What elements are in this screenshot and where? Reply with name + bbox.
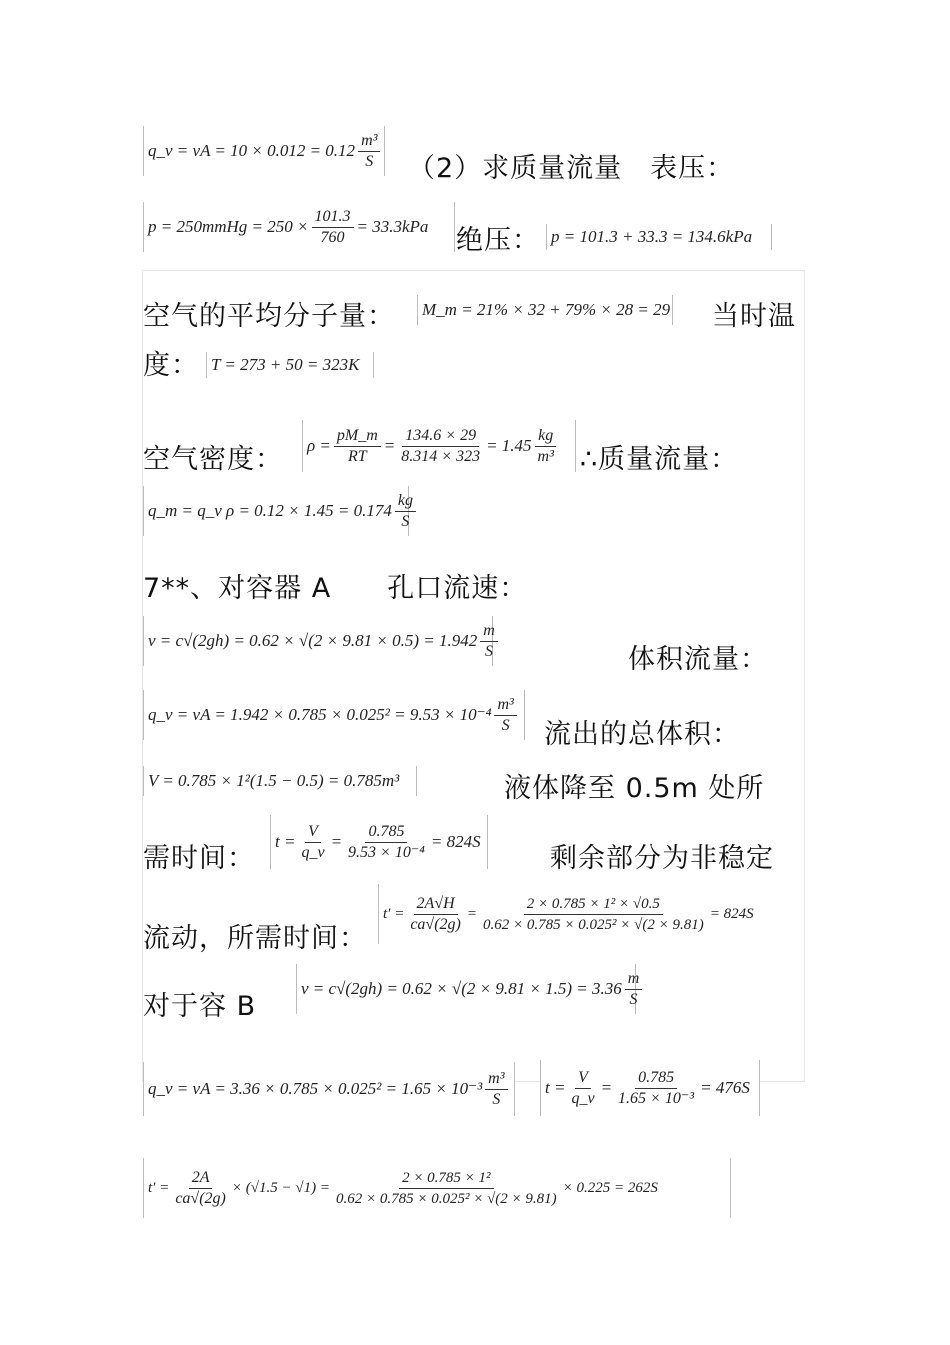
formula-text: q_v = vA = 3.36 × 0.785 × 0.025² = 1.65 × 10⁻³	[148, 1079, 483, 1098]
fraction: $\frac{101.3}{760}$	[312, 207, 354, 248]
fraction: $\frac{\text{m³}}{S}$	[485, 1069, 507, 1110]
formula-text: q_v = vA = 1.942 × 0.785 × 0.025² = 9.53 × 10⁻⁴	[148, 705, 492, 724]
formula-text: t =	[275, 832, 296, 851]
text-mass-flow-heading: （2）求质量流量 表压：	[408, 153, 735, 184]
formula-text: q_m = q_v ρ = 0.12 × 1.45 = 0.174	[148, 501, 392, 520]
formula-temperature	[206, 352, 374, 378]
formula-text: p = 101.3 + 33.3 = 134.6kPa	[551, 227, 753, 246]
fraction: $\frac{V}{q\_v}$	[571, 1068, 595, 1107]
fraction: $\frac{0.785}{\text{9.53 × 10⁻⁴}}$	[348, 822, 425, 861]
text-molecular-weight-label: 空气的平均分子量：	[143, 301, 395, 332]
text-absolute-pressure-label: 绝压：	[456, 225, 540, 256]
fraction: $\frac{\text{2 × 0.785 × 1²}}{\text{0.62 × 0.785 × 0.025² × √(2 × 9.81)}}$	[335, 1169, 557, 1207]
formula-text: =	[466, 905, 477, 922]
formula-text: t =	[545, 1078, 566, 1097]
formula-text: × 0.225 = 262S	[562, 1179, 658, 1196]
text-unsteady-flow-label-1: 剩余部分为非稳定	[550, 843, 774, 874]
formula-text: = 476S	[700, 1078, 750, 1097]
text-time-required-label: 需时间：	[143, 843, 255, 874]
fraction: $\frac{\text{m³}}{S}$	[358, 131, 380, 172]
formula-text: ρ =	[307, 436, 331, 455]
fraction: $\frac{m}{S}$	[480, 621, 498, 662]
fraction: $\frac{2A√H}{ca√(2g)}$	[410, 894, 461, 933]
text-problem-7-heading: 7**、对容器 A 孔口流速：	[143, 573, 528, 604]
formula-molecular-weight	[417, 295, 673, 325]
fraction: $\frac{kg}{S}$	[395, 491, 416, 532]
formula-orifice-velocity-a	[143, 616, 493, 666]
formula-text: = 824S	[430, 832, 481, 851]
text-density-label: 空气密度：	[143, 444, 283, 475]
fraction: $\frac{kg}{\text{m³}}$	[535, 426, 557, 467]
formula-volume-flow-b	[143, 1062, 515, 1116]
formula-time-b	[540, 1060, 760, 1116]
formula-text: q_v = vA = 10 × 0.012 = 0.12	[148, 141, 356, 160]
formula-absolute-pressure	[546, 224, 772, 250]
text-temperature-label-2: 度：	[143, 350, 199, 381]
text-drop-to-level-label: 液体降至 0.5m 处所	[504, 773, 765, 804]
fraction: $\frac{2A}{ca√(2g)}$	[175, 1168, 226, 1207]
formula-text: T = 273 + 50 = 323K	[211, 355, 360, 374]
text-total-volume-label: 流出的总体积：	[544, 719, 740, 750]
fraction: $\frac{\text{m³}}{S}$	[494, 695, 516, 736]
formula-text: M_m = 21% × 32 + 79% × 28 = 29	[422, 300, 671, 319]
formula-orifice-velocity-b	[296, 964, 640, 1014]
formula-unsteady-time-a	[378, 884, 802, 944]
fraction: $\frac{134.6 \times 29}{8.314 \times 323}$	[401, 426, 481, 465]
text-container-b-label: 对于容 B	[143, 991, 257, 1022]
formula-text: × (√1.5 − √1) =	[231, 1179, 330, 1196]
text-unsteady-flow-label-2: 流动，所需时间：	[143, 923, 367, 954]
formula-text: =	[600, 1078, 613, 1097]
formula-text: v = c√(2gh) = 0.62 × √(2 × 9.81 × 1.5) = 3.36	[301, 979, 622, 998]
fraction: $\frac{\text{2 × 0.785 × 1² × √0.5}}{\text{0.62 × 0.785 × 0.025² × √(2 × 9.81)}}$	[483, 895, 704, 933]
formula-text: t′ =	[148, 1179, 170, 1196]
text-volume-flow-label: 体积流量：	[628, 644, 768, 675]
formula-time-a	[270, 815, 488, 869]
formula-unsteady-time-b	[143, 1158, 731, 1218]
fraction: $\frac{V}{q\_v}$	[301, 822, 325, 861]
formula-text: =	[383, 436, 396, 455]
fraction: $\frac{0.785}{\text{1.65 × 10⁻³}}$	[618, 1068, 695, 1107]
formula-text: = 33.3kPa	[356, 217, 429, 236]
formula-volume-flow-a	[143, 690, 525, 740]
formula-density	[302, 420, 576, 472]
formula-text: =	[330, 832, 343, 851]
formula-text: v = c√(2gh) = 0.62 × √(2 × 9.81 × 0.5) = 1.942	[148, 631, 478, 650]
formula-volume-flow	[143, 126, 385, 176]
formula-mass-flow	[143, 486, 413, 536]
fraction: $\frac{m}{S}$	[625, 969, 643, 1010]
formula-text: p = 250mmHg = 250 ×	[148, 217, 309, 236]
fraction: $\frac{pM\_m}{RT}$	[334, 426, 381, 467]
text-mass-flow-label: ∴质量流量：	[580, 444, 739, 475]
formula-text: = 824S	[709, 905, 754, 922]
formula-total-volume	[143, 766, 417, 796]
formula-text: V = 0.785 × 1²(1.5 − 0.5) = 0.785m³	[148, 771, 400, 790]
formula-text: t′ =	[383, 905, 405, 922]
text-temperature-label-1: 当时温	[712, 301, 796, 332]
formula-text: = 1.45	[486, 436, 532, 455]
formula-gauge-pressure	[143, 202, 455, 252]
